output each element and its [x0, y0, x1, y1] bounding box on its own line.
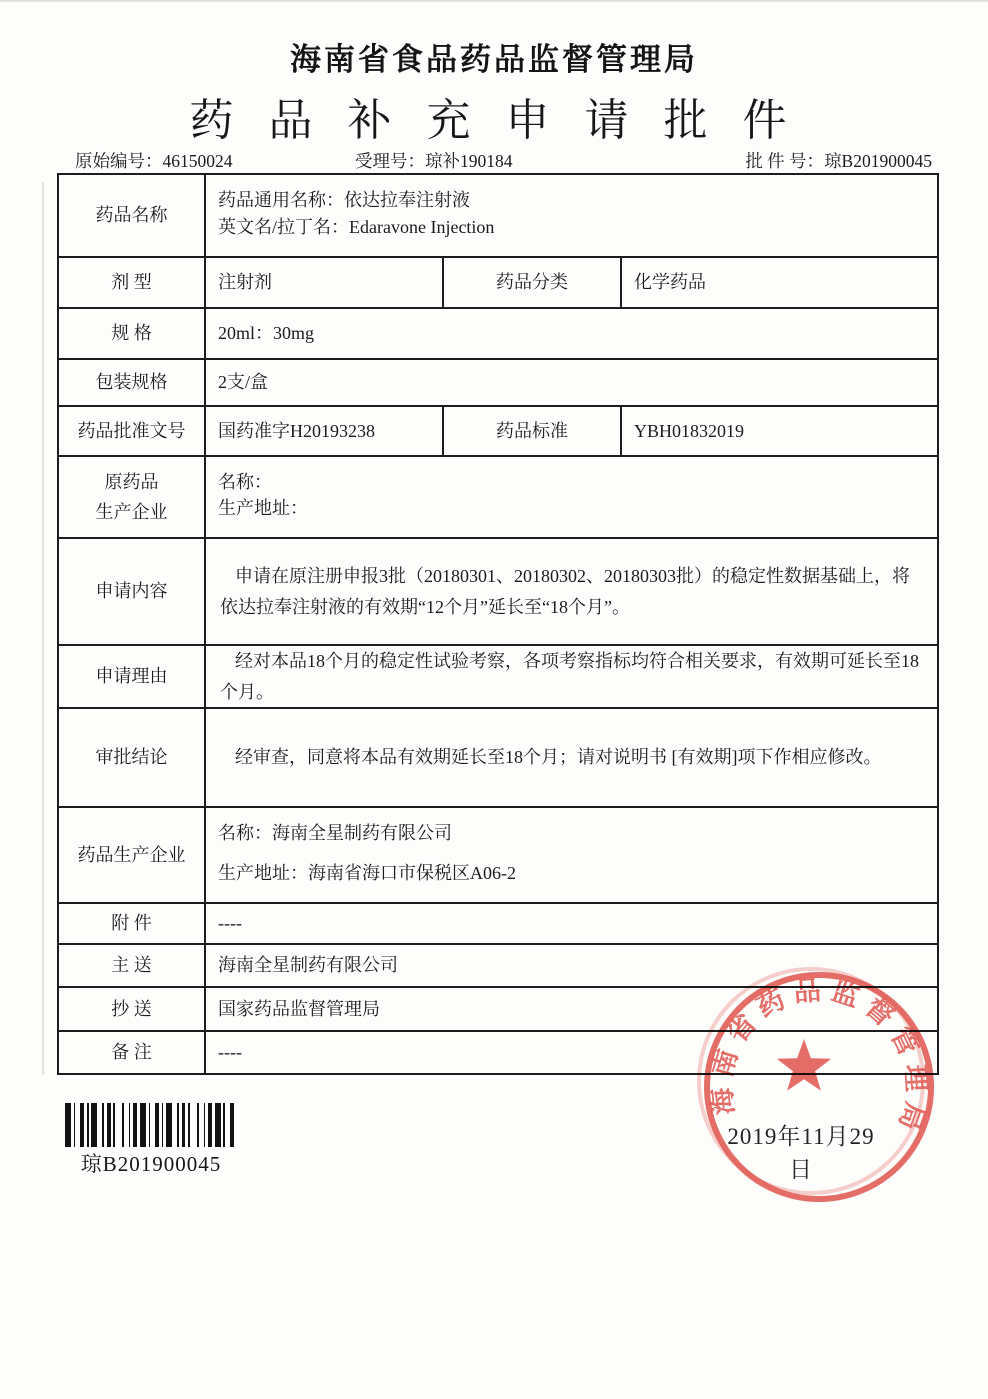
original-manufacturer-label: [59, 457, 206, 537]
row-approval-no: [59, 407, 937, 457]
manufacturer-label: 药品生产企业: [59, 808, 206, 902]
row-dosage-form: [59, 258, 937, 309]
manufacturer-cell: [206, 808, 937, 902]
dosage-form-value: 注射剂: [206, 258, 444, 307]
spec-label: 规 格: [59, 309, 206, 358]
approval-number-value: 琼B201900045: [824, 151, 932, 171]
original-manufacturer-cell: [206, 457, 937, 537]
original-manufacturer-address: 生产地址：: [218, 498, 308, 519]
approval-conclusion-text: 经审查，同意将本品有效期延长至18个月；请对说明书 [有效期]项下作相应修改。: [235, 747, 882, 767]
application-content-label: 申请内容: [59, 539, 206, 644]
seal-text: 海南省药品监督管理局: [705, 974, 932, 1142]
row-package: [59, 360, 937, 407]
drug-name-label: 药品名称: [59, 175, 206, 256]
scan-artifact-left: [42, 182, 44, 1075]
dosage-form-label: 剂 型: [59, 258, 206, 307]
remarks-value: ----: [218, 1042, 242, 1063]
package-value: 2支/盒: [218, 372, 269, 393]
row-drug-name: [59, 175, 937, 258]
approval-no-value: 国药准字H20193238: [206, 407, 444, 455]
star-icon: [777, 1039, 831, 1091]
row-attachment: [59, 904, 937, 945]
barcode: [65, 1103, 237, 1147]
approval-conclusion-label: 审批结论: [59, 709, 206, 806]
manufacturer-address: 生产地址：海南省海口市保税区A06-2: [218, 862, 516, 883]
english-name: 英文名/拉丁名：Edaravone Injection: [218, 216, 495, 237]
acceptance-number-value: 琼补190184: [425, 151, 513, 171]
attachment-value: ----: [218, 913, 242, 934]
application-content-cell: [206, 539, 937, 644]
application-reason-label: 申请理由: [59, 646, 206, 707]
acceptance-number-label: 受理号：: [355, 151, 425, 171]
row-manufacturer: [59, 808, 937, 904]
generic-name: 药品通用名称：依达拉奉注射液: [218, 190, 470, 210]
row-approval-conclusion: [59, 709, 937, 808]
row-application-reason: [59, 646, 937, 709]
barcode-text: 琼B201900045: [80, 1152, 222, 1176]
document-title: 药 品 补 充 申 请 批 件: [189, 96, 799, 145]
package-label: 包装规格: [59, 360, 206, 405]
approval-number: [745, 148, 932, 173]
original-number: [75, 148, 233, 173]
attachment-label: 附 件: [59, 904, 206, 943]
main-send-label: 主 送: [59, 945, 206, 986]
cc-label: 抄 送: [59, 988, 206, 1030]
scan-artifact-top: [0, 0, 988, 3]
original-number-value: 46150024: [162, 151, 233, 171]
row-original-manufacturer: [59, 457, 937, 539]
original-manufacturer-label-line1: 原药品: [104, 472, 159, 492]
original-number-label: 原始编号：: [75, 151, 163, 171]
original-manufacturer-label-line2: 生产企业: [95, 502, 168, 522]
manufacturer-name: 名称：海南全星制药有限公司: [218, 823, 452, 843]
drug-name-cell: [206, 175, 937, 256]
spec-value: 20ml：30mg: [218, 323, 315, 344]
meta-row: [0, 148, 988, 172]
approval-table: [57, 173, 939, 1075]
cc-value: 国家药品监督管理局: [218, 998, 380, 1019]
acceptance-number: [355, 148, 513, 173]
standard-label: 药品标准: [444, 407, 622, 455]
classification-value: 化学药品: [634, 272, 706, 293]
approval-no-label: 药品批准文号: [59, 407, 206, 455]
row-spec: [59, 309, 937, 360]
main-send-value: 海南全星制药有限公司: [218, 955, 398, 976]
classification-label: 药品分类: [444, 258, 622, 307]
original-manufacturer-name: 名称：: [218, 472, 272, 492]
approval-conclusion-cell: [206, 709, 937, 806]
application-reason-cell: [206, 646, 937, 707]
seal-date: 2019年11月29日: [727, 1124, 875, 1182]
row-application-content: [59, 539, 937, 646]
standard-value: YBH01832019: [634, 420, 745, 441]
seal-arc-label: [706, 975, 932, 1142]
approval-number-label: 批 件 号：: [745, 151, 825, 171]
application-content-text: 申请在原注册申报3批（20180301、20180302、20180303批）的稳定性数据基础上，将依达拉奉注射液的有效期“12个月”延长至“18个月”。: [220, 565, 910, 617]
remarks-label: 备 注: [59, 1032, 206, 1073]
application-reason-text: 经对本品18个月的稳定性试验考察，各项考察指标均符合相关要求，有效期可延长至18个月。: [220, 650, 919, 702]
agency-name: 海南省食品药品监督管理局: [290, 42, 698, 77]
